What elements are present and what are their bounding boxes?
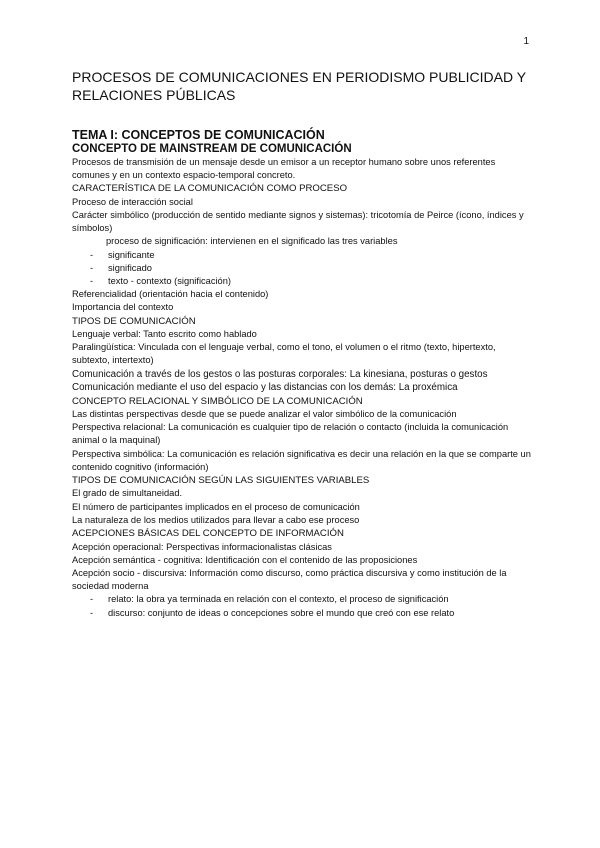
list-item: - discurso: conjunto de ideas o concepciones sobre el mundo que creó con ese relato xyxy=(72,607,532,620)
list-item: - texto - contexto (significación) xyxy=(72,275,532,288)
document-title: PROCESOS DE COMUNICACIONES EN PERIODISMO PUBLICIDAD Y RELACIONES PÚBLICAS xyxy=(72,69,526,103)
dash-bullet: - xyxy=(90,276,94,287)
acepciones-list xyxy=(72,593,532,619)
text-simbolico: Carácter simbólico (producción de sentido mediante signos y sistemas): tricotomía de Peirce (ícono, índices y símbolos) xyxy=(72,210,524,234)
dash-bullet: - xyxy=(90,262,94,273)
list-item: - significante xyxy=(72,249,532,262)
dash-bullet: - xyxy=(90,607,94,618)
tema-heading: TEMA I: CONCEPTOS DE COMUNICACIÓN xyxy=(72,128,325,142)
text-perspectiva-simbolica: Perspectiva simbólica: La comunicación es relación significativa es decir una relación en la que se comparte un contenido cognitivo (información) xyxy=(72,448,531,472)
list-item: - relato: la obra ya terminada en relación con el contexto, el proceso de significación xyxy=(72,593,532,606)
section-heading-tipos: TIPOS DE COMUNICACIÓN xyxy=(72,315,196,327)
text-variable: El número de participantes implicados en el proceso de comunicación xyxy=(72,501,360,512)
text-operacional: Acepción operacional: Perspectivas informacionalistas clásicas xyxy=(72,541,332,552)
variables-list xyxy=(72,249,532,289)
text-interaccion: Proceso de interacción social xyxy=(72,196,193,207)
dash-bullet: - xyxy=(90,249,94,260)
text-variable: El grado de simultaneidad. xyxy=(72,488,183,499)
text-importancia: Importancia del contexto xyxy=(72,302,174,313)
section-heading-acepciones: ACEPCIONES BÁSICAS DEL CONCEPTO DE INFORMACIÓN xyxy=(72,528,344,540)
section-subtitle: CONCEPTO DE MAINSTREAM DE COMUNICACIÓN xyxy=(72,143,352,155)
section-heading-caracteristica: CARACTERÍSTICA DE LA COMUNICACIÓN COMO PROCESO xyxy=(72,183,348,195)
text-semantica: Acepción semántica - cognitiva: Identificación con el contenido de las proposiciones xyxy=(72,554,418,565)
text-relacional-intro: Las distintas perspectivas desde que se puede analizar el valor simbólico de la comunicación xyxy=(72,409,457,420)
text-socio: Acepción socio - discursiva: Información como discurso, como práctica discursiva y como institución de la sociedad moderna xyxy=(72,567,507,592)
text-perspectiva-relacional: Perspectiva relacional: La comunicación es cualquier tipo de relación o contacto (incluida la comunicación animal o la maquinal) xyxy=(72,422,509,446)
section-heading-relacional: CONCEPTO RELACIONAL Y SIMBÓLICO DE LA COMUNICACIÓN xyxy=(72,395,363,407)
text-espacio: Comunicación mediante el uso del espacio y las distancias con los demás: La proxémica xyxy=(72,382,458,394)
list-item: - significado xyxy=(72,262,532,275)
page-number: 1 xyxy=(523,36,529,47)
text-gestos: Comunicación a través de los gestos o las posturas corporales: La kinesiana, posturas o gestos xyxy=(72,368,488,380)
definition-text: Procesos de transmisión de un mensaje desde un emisor a un receptor humano sobre unos referentes comunes y en un contexto espacio-temporal concreto. xyxy=(72,157,496,181)
text-significacion: proceso de significación: intervienen en el significado las tres variables xyxy=(106,236,398,247)
text-referencialidad: Referencialidad (orientación hacia el contenido) xyxy=(72,289,269,300)
text-paralinguistica: Paralingüística: Vinculada con el lenguaje verbal, como el tono, el volumen o el ritmo (texto, hipertexto, subtexto, intertexto) xyxy=(72,342,496,366)
dash-bullet: - xyxy=(90,594,94,605)
section-heading-variables: TIPOS DE COMUNICACIÓN SEGÚN LAS SIGUIENTES VARIABLES xyxy=(72,475,370,487)
text-verbal: Lenguaje verbal: Tanto escrito como hablado xyxy=(72,329,257,340)
text-variable: La naturaleza de los medios utilizados para llevar a cabo ese proceso xyxy=(72,514,360,525)
document-body xyxy=(72,68,532,620)
